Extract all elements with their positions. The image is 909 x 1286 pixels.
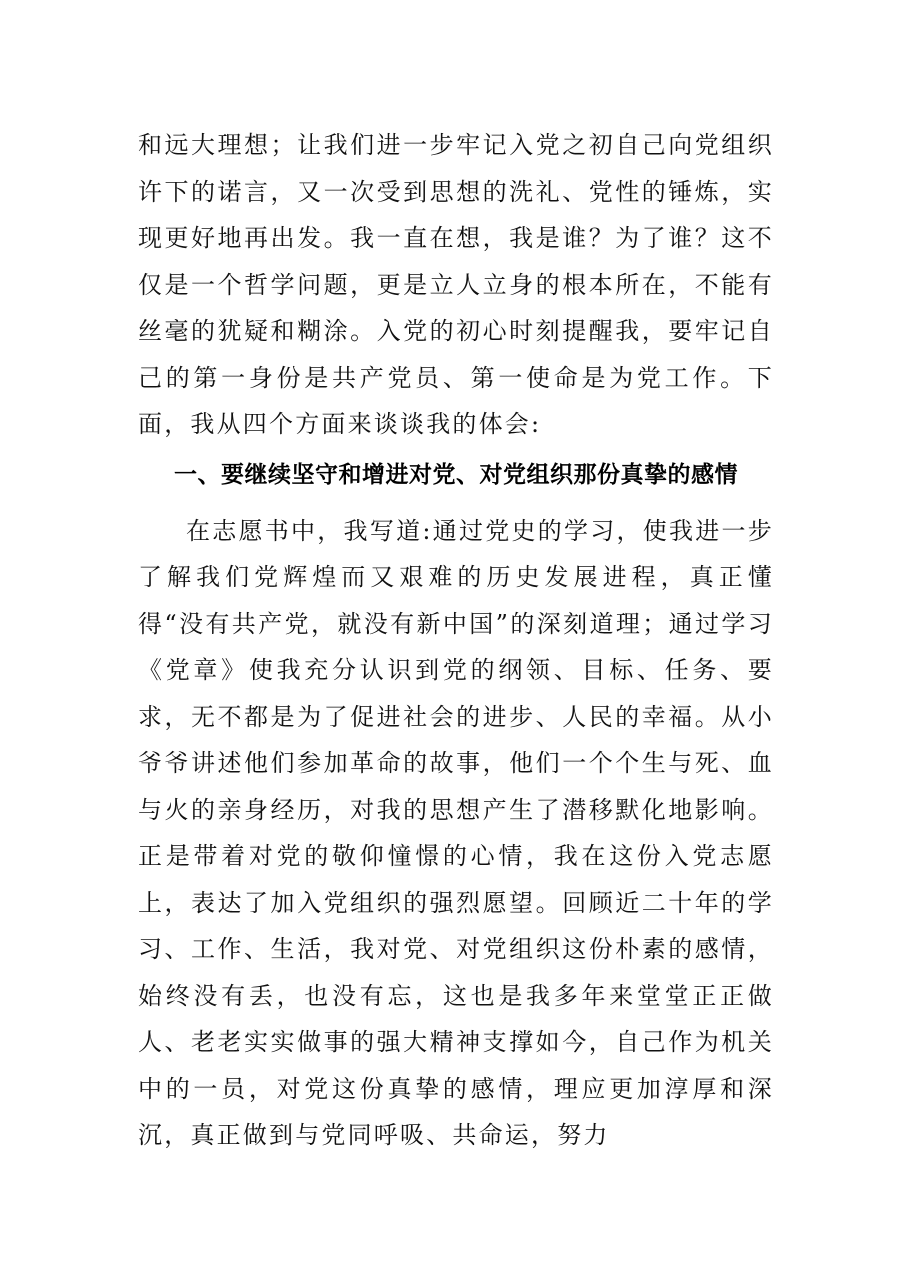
body-paragraph-intro: 和远大理想；让我们进一步牢记入党之初自己向党组织许下的诺言，又一次受到思想的洗礼、党性的锤炼，实现更好地再出发。我一直在想，我是谁？为了谁？这不仅是一个哲学问题，更是立人立身的根本所在，不能有丝毫的犹疑和糊涂。入党的初心时刻提醒我，要牢记自己的第一身份是共产党员、第一使命是为党工作。下面，我从四个方面来谈谈我的体会: bbox=[138, 131, 774, 438]
document-body bbox=[138, 122, 774, 1159]
section-heading: 一、要继续坚守和增进对党、对党组织那份真挚的感情 bbox=[174, 461, 738, 488]
body-paragraph-section-one: 在志愿书中，我写道:通过党史的学习，使我进一步了解我们党辉煌而又艰难的历史发展进程，真正懂得“没有共产党，就没有新中国”的深刻道理；通过学习《党章》使我充分认识到党的纲领、目标、任务、要求，无不都是为了促进社会的进步、人民的幸福。从小爷爷讲述他们参加革命的故事，他们一个个生与死、血与火的亲身经历，对我的思想产生了潜移默化地影响。正是带着对党的敬仰憧憬的心情，我在这份入党志愿上，表达了加入党组织的强烈愿望。回顾近二十年的学习、工作、生活，我对党、对党组织这份朴素的感情，始终没有丢，也没有忘，这也是我多年来堂堂正正做人、老老实实做事的强大精神支撑如今，自己作为机关中的一员，对党这份真挚的感情，理应更加淳厚和深沉，真正做到与党同呼吸、共命运，努力 bbox=[138, 516, 774, 1149]
